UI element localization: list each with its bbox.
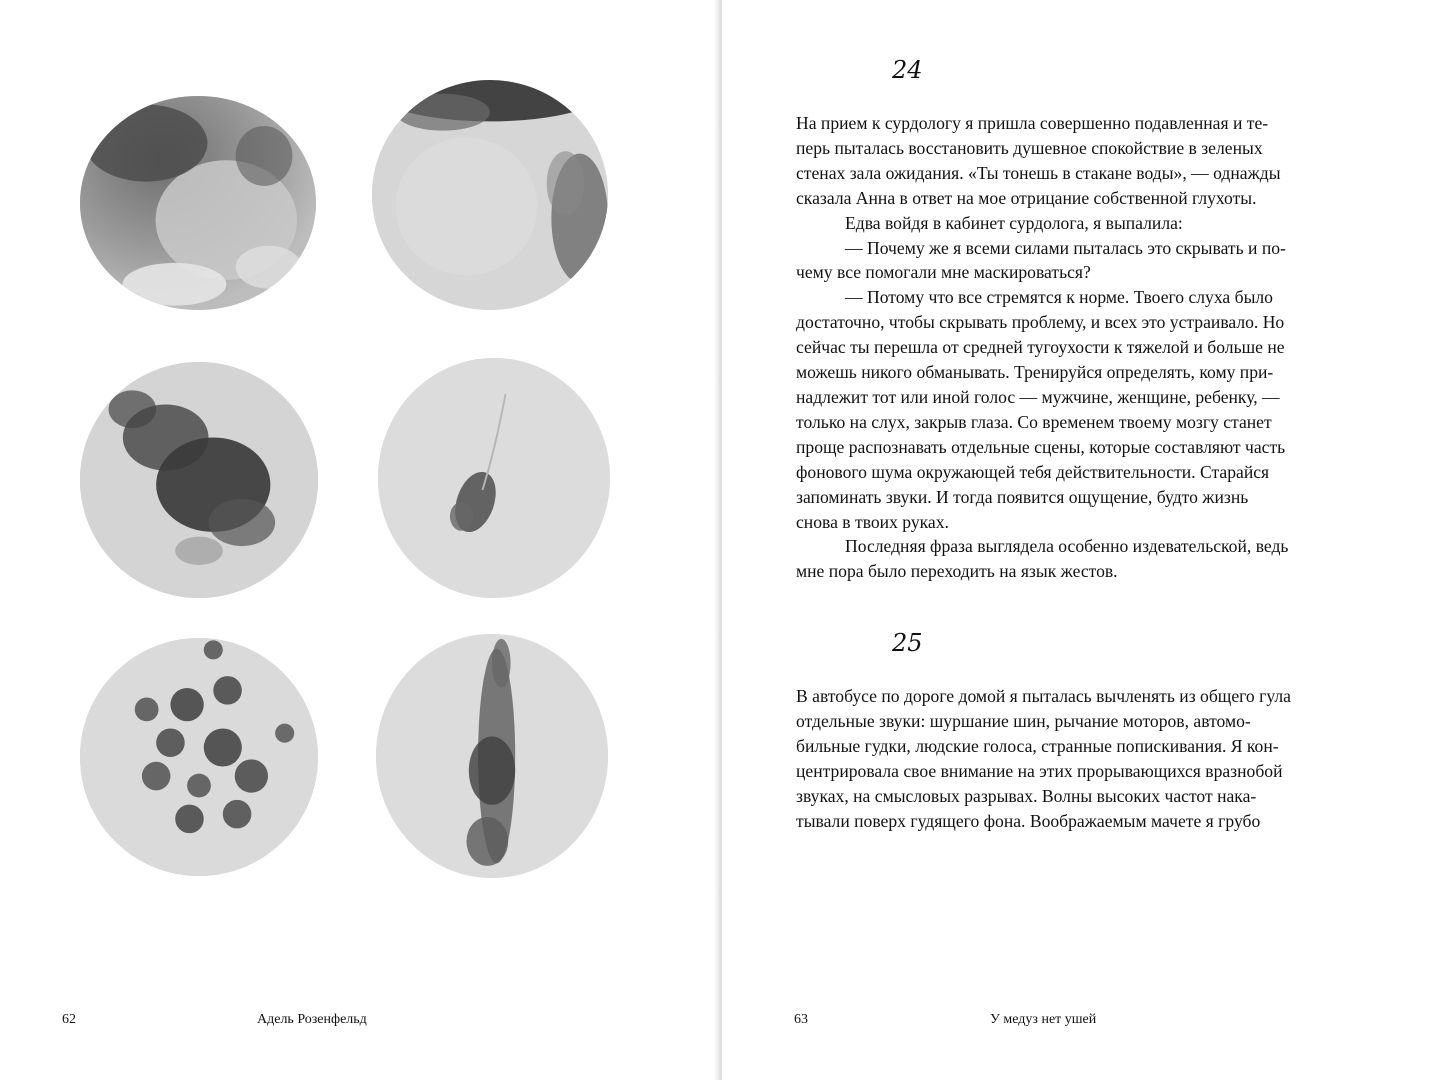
text-line: тывали поверх гудящего фона. Воображаемым мачете я грубо xyxy=(796,810,1261,831)
text-line: можешь никого обманывать. Тренируйся определять, кому при- xyxy=(796,362,1274,383)
text-line: бильные гудки, людские голоса, странные попискивания. Я кон- xyxy=(796,735,1279,756)
text-line: чему все помогали мне маскироваться? xyxy=(796,262,1091,283)
text-line: мне пора было переходить на язык жестов. xyxy=(796,561,1118,582)
text-line: стенах зала ожидания. «Ты тонешь в стакане воды», — однажды xyxy=(796,162,1281,183)
text-line: — Почему же я всеми силами пыталась это скрывать и по- xyxy=(845,237,1286,258)
ink-circle-illustration xyxy=(80,362,318,598)
ink-circle-illustration xyxy=(378,358,610,598)
chapter-number: 24 xyxy=(892,56,923,84)
text-line: сейчас ты перешла от средней тугоухости к тяжелой и больше не xyxy=(796,337,1285,358)
chapter-25-text xyxy=(796,684,1376,833)
text-line: только на слух, закрыв глаза. Со временем твоему мозгу станет xyxy=(796,411,1272,432)
text-line: сказала Анна в ответ на мое отрицание собственной глухоты. xyxy=(796,187,1257,208)
text-line: звуках, на смысловых разрывах. Волны высоких частот нака- xyxy=(796,785,1257,806)
text-line: проще распознавать отдельные сцены, которые составляют часть xyxy=(796,436,1286,457)
text-line: достаточно, чтобы скрывать проблему, и всех это устраивало. Но xyxy=(796,312,1285,333)
ink-circle-illustration xyxy=(376,634,608,878)
text-line: Едва войдя в кабинет сурдолога, я выпалила: xyxy=(845,212,1183,233)
chapter-24-text xyxy=(796,111,1376,584)
text-line: — Потому что все стремятся к норме. Твоего слуха было xyxy=(845,287,1273,308)
left-page xyxy=(0,0,718,1080)
page-number: 62 xyxy=(62,1012,76,1027)
text-line: отдельные звуки: шуршание шин, рычание моторов, автомо- xyxy=(796,710,1251,731)
chapter-number: 25 xyxy=(892,629,923,657)
text-line: На прием к сурдологу я пришла совершенно подавленная и те- xyxy=(796,113,1269,133)
text-line: перь пыталась восстановить душевное спокойствие в зеленых xyxy=(796,137,1263,158)
text-line: надлежит тот или иной голос — мужчине, женщине, ребенку, — xyxy=(796,386,1280,407)
ink-circle-illustration xyxy=(80,638,318,876)
text-line: фонового шума окружающей тебя действительности. Старайся xyxy=(796,461,1270,482)
text-line: запоминать звуки. И тогда появится ощущение, будто жизнь xyxy=(796,486,1249,507)
text-line: В автобусе по дороге домой я пыталась вычленять из общего гула xyxy=(796,686,1291,706)
ink-circle-illustration xyxy=(372,80,608,310)
text-line: центрировала свое внимание на этих прорывающихся вразнобой xyxy=(796,760,1283,781)
ink-circle-illustration xyxy=(80,96,316,310)
running-head-author: Адель Розенфельд xyxy=(257,1012,367,1027)
running-head-title: У медуз нет ушей xyxy=(990,1012,1097,1027)
text-line: снова в твоих руках. xyxy=(796,511,949,532)
page-number: 63 xyxy=(794,1012,808,1027)
text-line: Последняя фраза выглядела особенно издевательской, ведь xyxy=(845,536,1289,557)
